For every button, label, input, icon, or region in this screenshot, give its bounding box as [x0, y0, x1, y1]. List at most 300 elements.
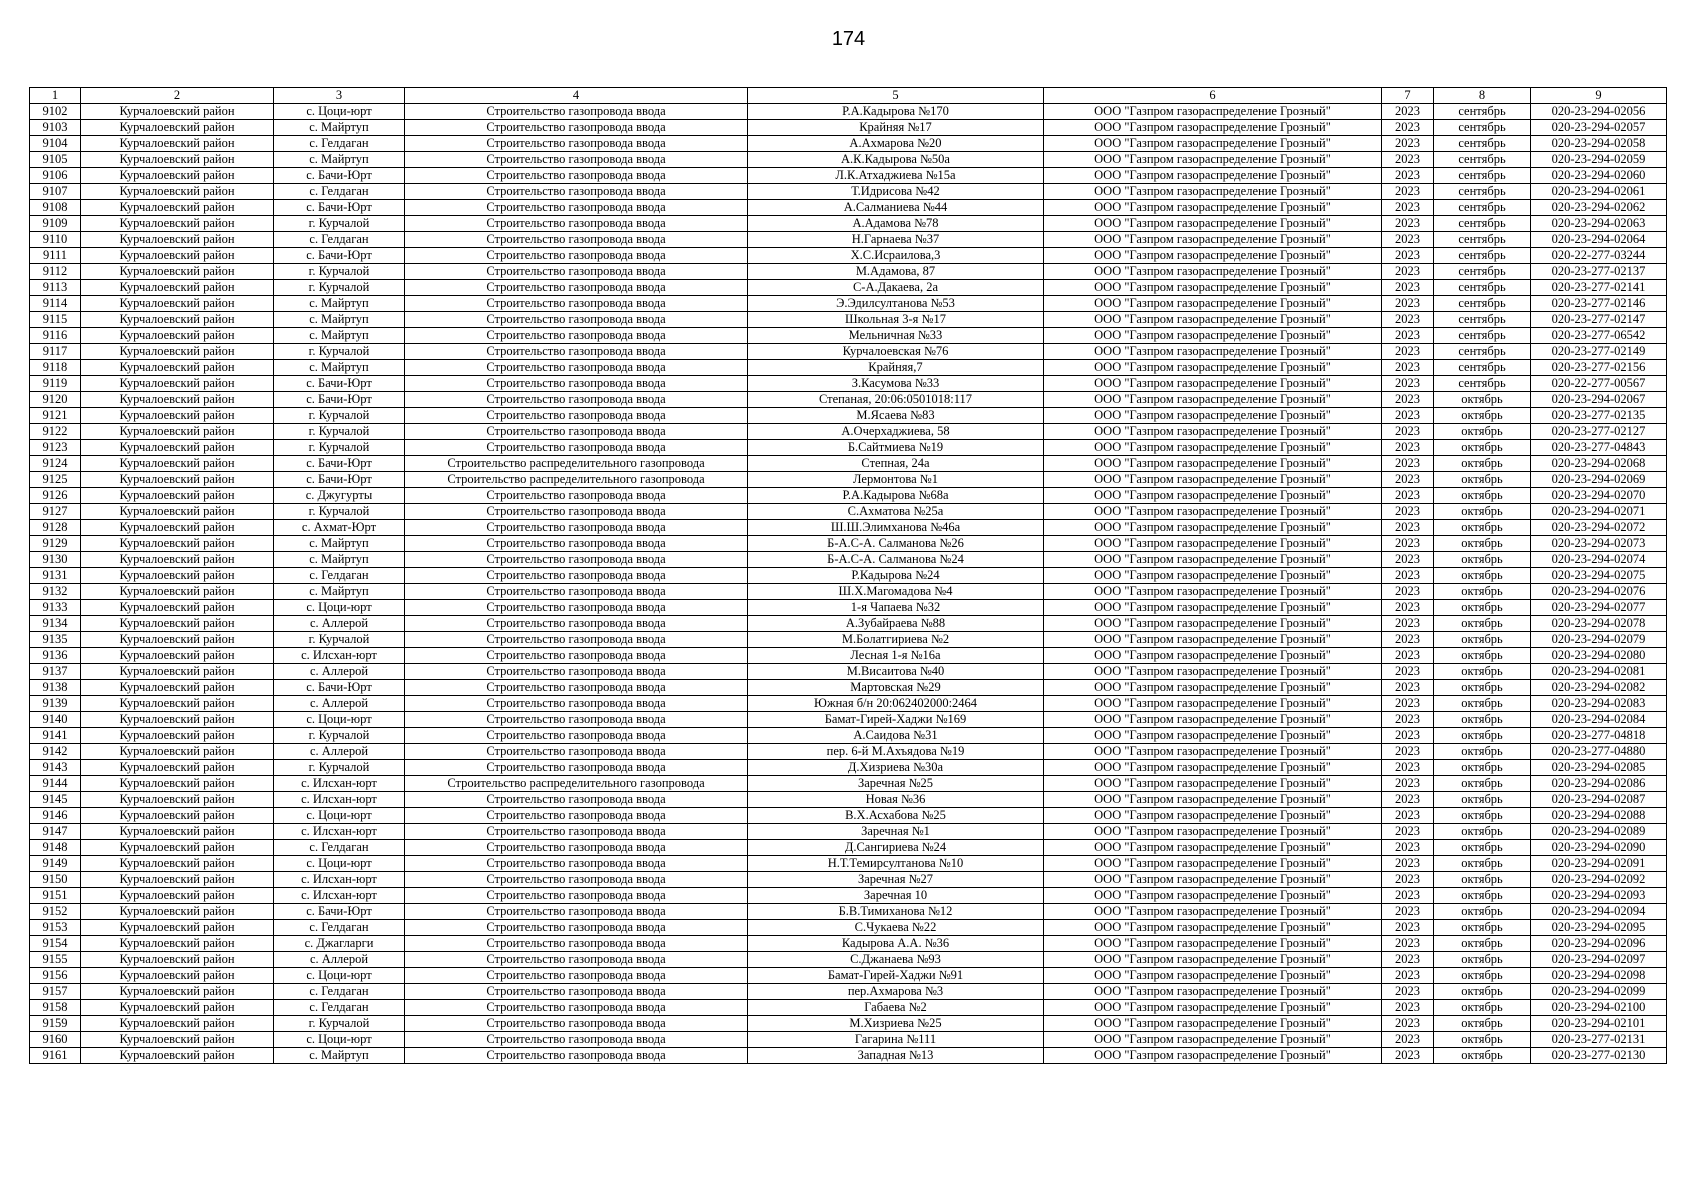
- settlement-cell: с. Гелдаган: [274, 184, 405, 200]
- settlement-cell: г. Курчалой: [274, 760, 405, 776]
- month-cell: октябрь: [1434, 728, 1531, 744]
- row-number-cell: 9113: [30, 280, 81, 296]
- district-cell: Курчалоевский район: [81, 440, 274, 456]
- organization-cell: ООО "Газпром газораспределение Грозный": [1044, 184, 1382, 200]
- table-row: [30, 984, 1667, 1000]
- district-cell: Курчалоевский район: [81, 1000, 274, 1016]
- table-row: [30, 968, 1667, 984]
- organization-cell: ООО "Газпром газораспределение Грозный": [1044, 200, 1382, 216]
- work-type-cell: Строительство газопровода ввода: [405, 792, 748, 808]
- code-cell: 020-23-294-02074: [1531, 552, 1667, 568]
- settlement-cell: с. Цоци-юрт: [274, 856, 405, 872]
- organization-cell: ООО "Газпром газораспределение Грозный": [1044, 216, 1382, 232]
- district-cell: Курчалоевский район: [81, 392, 274, 408]
- district-cell: Курчалоевский район: [81, 120, 274, 136]
- settlement-cell: с. Илсхан-юрт: [274, 872, 405, 888]
- settlement-cell: с. Бачи-Юрт: [274, 248, 405, 264]
- district-cell: Курчалоевский район: [81, 696, 274, 712]
- year-cell: 2023: [1382, 920, 1434, 936]
- organization-cell: ООО "Газпром газораспределение Грозный": [1044, 680, 1382, 696]
- table-row: [30, 488, 1667, 504]
- year-cell: 2023: [1382, 808, 1434, 824]
- month-cell: сентябрь: [1434, 136, 1531, 152]
- organization-cell: ООО "Газпром газораспределение Грозный": [1044, 824, 1382, 840]
- settlement-cell: с. Аллерой: [274, 664, 405, 680]
- code-cell: 020-23-277-04880: [1531, 744, 1667, 760]
- table-row: [30, 504, 1667, 520]
- month-cell: сентябрь: [1434, 184, 1531, 200]
- row-number-cell: 9146: [30, 808, 81, 824]
- settlement-cell: с. Цоци-юрт: [274, 808, 405, 824]
- row-number-cell: 9159: [30, 1016, 81, 1032]
- address-cell: Д.Сангириева №24: [748, 840, 1044, 856]
- code-cell: 020-23-294-02097: [1531, 952, 1667, 968]
- code-cell: 020-22-277-00567: [1531, 376, 1667, 392]
- work-type-cell: Строительство газопровода ввода: [405, 264, 748, 280]
- table-row: [30, 1000, 1667, 1016]
- settlement-cell: с. Бачи-Юрт: [274, 456, 405, 472]
- organization-cell: ООО "Газпром газораспределение Грозный": [1044, 600, 1382, 616]
- code-cell: 020-23-294-02084: [1531, 712, 1667, 728]
- code-cell: 020-23-294-02095: [1531, 920, 1667, 936]
- row-number-cell: 9137: [30, 664, 81, 680]
- district-cell: Курчалоевский район: [81, 168, 274, 184]
- row-number-cell: 9152: [30, 904, 81, 920]
- organization-cell: ООО "Газпром газораспределение Грозный": [1044, 856, 1382, 872]
- code-cell: 020-23-294-02056: [1531, 104, 1667, 120]
- settlement-cell: с. Майртуп: [274, 536, 405, 552]
- month-cell: октябрь: [1434, 904, 1531, 920]
- year-cell: 2023: [1382, 792, 1434, 808]
- table-row: [30, 936, 1667, 952]
- work-type-cell: Строительство газопровода ввода: [405, 152, 748, 168]
- column-number: 8: [1434, 88, 1531, 104]
- table-row: [30, 120, 1667, 136]
- district-cell: Курчалоевский район: [81, 1048, 274, 1064]
- month-cell: октябрь: [1434, 504, 1531, 520]
- settlement-cell: с. Цоци-юрт: [274, 104, 405, 120]
- work-type-cell: Строительство газопровода ввода: [405, 680, 748, 696]
- code-cell: 020-23-294-02078: [1531, 616, 1667, 632]
- district-cell: Курчалоевский район: [81, 984, 274, 1000]
- work-type-cell: Строительство газопровода ввода: [405, 584, 748, 600]
- organization-cell: ООО "Газпром газораспределение Грозный": [1044, 472, 1382, 488]
- month-cell: октябрь: [1434, 568, 1531, 584]
- address-cell: З.Касумова №33: [748, 376, 1044, 392]
- settlement-cell: с. Джагларги: [274, 936, 405, 952]
- district-cell: Курчалоевский район: [81, 920, 274, 936]
- address-cell: А.Салманиева №44: [748, 200, 1044, 216]
- settlement-cell: с. Цоци-юрт: [274, 600, 405, 616]
- row-number-cell: 9121: [30, 408, 81, 424]
- settlement-cell: г. Курчалой: [274, 504, 405, 520]
- district-cell: Курчалоевский район: [81, 264, 274, 280]
- table-row: [30, 456, 1667, 472]
- row-number-cell: 9132: [30, 584, 81, 600]
- settlement-cell: с. Бачи-Юрт: [274, 376, 405, 392]
- work-type-cell: Строительство газопровода ввода: [405, 104, 748, 120]
- year-cell: 2023: [1382, 568, 1434, 584]
- month-cell: сентябрь: [1434, 200, 1531, 216]
- settlement-cell: с. Майртуп: [274, 328, 405, 344]
- table-row: [30, 712, 1667, 728]
- settlement-cell: с. Бачи-Юрт: [274, 904, 405, 920]
- month-cell: октябрь: [1434, 680, 1531, 696]
- row-number-cell: 9124: [30, 456, 81, 472]
- work-type-cell: Строительство газопровода ввода: [405, 520, 748, 536]
- address-cell: Бамат-Гирей-Хаджи №91: [748, 968, 1044, 984]
- organization-cell: ООО "Газпром газораспределение Грозный": [1044, 424, 1382, 440]
- table-row: [30, 584, 1667, 600]
- district-cell: Курчалоевский район: [81, 424, 274, 440]
- address-cell: А.Ахмарова №20: [748, 136, 1044, 152]
- table-row: [30, 312, 1667, 328]
- month-cell: октябрь: [1434, 552, 1531, 568]
- organization-cell: ООО "Газпром газораспределение Грозный": [1044, 536, 1382, 552]
- settlement-cell: г. Курчалой: [274, 344, 405, 360]
- work-type-cell: Строительство газопровода ввода: [405, 232, 748, 248]
- row-number-cell: 9104: [30, 136, 81, 152]
- table-row: [30, 424, 1667, 440]
- settlement-cell: с. Майртуп: [274, 312, 405, 328]
- table-row: [30, 632, 1667, 648]
- month-cell: октябрь: [1434, 968, 1531, 984]
- address-cell: М.Болатгириева №2: [748, 632, 1044, 648]
- address-cell: А.Зубайраева №88: [748, 616, 1044, 632]
- district-cell: Курчалоевский район: [81, 184, 274, 200]
- month-cell: октябрь: [1434, 808, 1531, 824]
- settlement-cell: с. Бачи-Юрт: [274, 200, 405, 216]
- code-cell: 020-23-277-02137: [1531, 264, 1667, 280]
- code-cell: 020-23-294-02098: [1531, 968, 1667, 984]
- row-number-cell: 9135: [30, 632, 81, 648]
- month-cell: сентябрь: [1434, 280, 1531, 296]
- row-number-cell: 9126: [30, 488, 81, 504]
- address-cell: 1-я Чапаева №32: [748, 600, 1044, 616]
- settlement-cell: г. Курчалой: [274, 440, 405, 456]
- year-cell: 2023: [1382, 1000, 1434, 1016]
- work-type-cell: Строительство газопровода ввода: [405, 808, 748, 824]
- work-type-cell: Строительство газопровода ввода: [405, 360, 748, 376]
- month-cell: октябрь: [1434, 760, 1531, 776]
- address-cell: Мельничная №33: [748, 328, 1044, 344]
- settlement-cell: с. Илсхан-юрт: [274, 648, 405, 664]
- code-cell: 020-23-294-02076: [1531, 584, 1667, 600]
- address-cell: А.К.Кадырова №50а: [748, 152, 1044, 168]
- table-row: [30, 264, 1667, 280]
- work-type-cell: Строительство газопровода ввода: [405, 408, 748, 424]
- year-cell: 2023: [1382, 840, 1434, 856]
- month-cell: октябрь: [1434, 424, 1531, 440]
- year-cell: 2023: [1382, 712, 1434, 728]
- table-row: [30, 776, 1667, 792]
- code-cell: 020-23-277-04843: [1531, 440, 1667, 456]
- month-cell: октябрь: [1434, 472, 1531, 488]
- work-type-cell: Строительство газопровода ввода: [405, 216, 748, 232]
- district-cell: Курчалоевский район: [81, 728, 274, 744]
- month-cell: октябрь: [1434, 1000, 1531, 1016]
- code-cell: 020-23-294-02091: [1531, 856, 1667, 872]
- address-cell: Степная, 24а: [748, 456, 1044, 472]
- row-number-cell: 9131: [30, 568, 81, 584]
- organization-cell: ООО "Газпром газораспределение Грозный": [1044, 168, 1382, 184]
- table-row: [30, 696, 1667, 712]
- table-row: [30, 104, 1667, 120]
- month-cell: октябрь: [1434, 744, 1531, 760]
- work-type-cell: Строительство газопровода ввода: [405, 936, 748, 952]
- organization-cell: ООО "Газпром газораспределение Грозный": [1044, 792, 1382, 808]
- year-cell: 2023: [1382, 152, 1434, 168]
- row-number-cell: 9120: [30, 392, 81, 408]
- year-cell: 2023: [1382, 584, 1434, 600]
- settlement-cell: с. Майртуп: [274, 552, 405, 568]
- work-type-cell: Строительство распределительного газопровода: [405, 456, 748, 472]
- year-cell: 2023: [1382, 104, 1434, 120]
- work-type-cell: Строительство газопровода ввода: [405, 1032, 748, 1048]
- organization-cell: ООО "Газпром газораспределение Грозный": [1044, 648, 1382, 664]
- month-cell: октябрь: [1434, 488, 1531, 504]
- work-type-cell: Строительство газопровода ввода: [405, 536, 748, 552]
- organization-cell: ООО "Газпром газораспределение Грозный": [1044, 888, 1382, 904]
- settlement-cell: с. Аллерой: [274, 952, 405, 968]
- row-number-cell: 9112: [30, 264, 81, 280]
- code-cell: 020-23-294-02080: [1531, 648, 1667, 664]
- row-number-cell: 9136: [30, 648, 81, 664]
- code-cell: 020-23-277-02147: [1531, 312, 1667, 328]
- table-row: [30, 728, 1667, 744]
- code-cell: 020-23-294-02069: [1531, 472, 1667, 488]
- district-cell: Курчалоевский район: [81, 360, 274, 376]
- table-row: [30, 536, 1667, 552]
- code-cell: 020-23-294-02075: [1531, 568, 1667, 584]
- month-cell: октябрь: [1434, 616, 1531, 632]
- row-number-cell: 9123: [30, 440, 81, 456]
- year-cell: 2023: [1382, 616, 1434, 632]
- address-cell: М.Висаитова №40: [748, 664, 1044, 680]
- work-type-cell: Строительство газопровода ввода: [405, 280, 748, 296]
- work-type-cell: Строительство газопровода ввода: [405, 136, 748, 152]
- code-cell: 020-23-294-02063: [1531, 216, 1667, 232]
- code-cell: 020-23-294-02090: [1531, 840, 1667, 856]
- address-cell: Школьная 3-я №17: [748, 312, 1044, 328]
- organization-cell: ООО "Газпром газораспределение Грозный": [1044, 920, 1382, 936]
- month-cell: октябрь: [1434, 1016, 1531, 1032]
- settlement-cell: г. Курчалой: [274, 280, 405, 296]
- month-cell: октябрь: [1434, 664, 1531, 680]
- organization-cell: ООО "Газпром газораспределение Грозный": [1044, 1016, 1382, 1032]
- district-cell: Курчалоевский район: [81, 520, 274, 536]
- organization-cell: ООО "Газпром газораспределение Грозный": [1044, 488, 1382, 504]
- address-cell: Кадырова А.А. №36: [748, 936, 1044, 952]
- district-cell: Курчалоевский район: [81, 840, 274, 856]
- year-cell: 2023: [1382, 952, 1434, 968]
- district-cell: Курчалоевский район: [81, 888, 274, 904]
- address-cell: Р.А.Кадырова №170: [748, 104, 1044, 120]
- table-row: [30, 440, 1667, 456]
- year-cell: 2023: [1382, 280, 1434, 296]
- table-row: [30, 392, 1667, 408]
- month-cell: октябрь: [1434, 1032, 1531, 1048]
- settlement-cell: с. Гелдаган: [274, 1000, 405, 1016]
- year-cell: 2023: [1382, 504, 1434, 520]
- work-type-cell: Строительство газопровода ввода: [405, 856, 748, 872]
- code-cell: 020-23-294-02079: [1531, 632, 1667, 648]
- work-type-cell: Строительство распределительного газопровода: [405, 776, 748, 792]
- year-cell: 2023: [1382, 488, 1434, 504]
- year-cell: 2023: [1382, 312, 1434, 328]
- organization-cell: ООО "Газпром газораспределение Грозный": [1044, 616, 1382, 632]
- organization-cell: ООО "Газпром газораспределение Грозный": [1044, 632, 1382, 648]
- row-number-cell: 9127: [30, 504, 81, 520]
- district-cell: Курчалоевский район: [81, 376, 274, 392]
- row-number-cell: 9153: [30, 920, 81, 936]
- district-cell: Курчалоевский район: [81, 616, 274, 632]
- year-cell: 2023: [1382, 408, 1434, 424]
- work-type-cell: Строительство газопровода ввода: [405, 664, 748, 680]
- district-cell: Курчалоевский район: [81, 600, 274, 616]
- settlement-cell: с. Аллерой: [274, 696, 405, 712]
- district-cell: Курчалоевский район: [81, 808, 274, 824]
- table-row: [30, 360, 1667, 376]
- table-row: [30, 200, 1667, 216]
- address-cell: Западная №13: [748, 1048, 1044, 1064]
- organization-cell: ООО "Газпром газораспределение Грозный": [1044, 808, 1382, 824]
- table-row: [30, 168, 1667, 184]
- year-cell: 2023: [1382, 216, 1434, 232]
- code-cell: 020-23-294-02088: [1531, 808, 1667, 824]
- work-type-cell: Строительство газопровода ввода: [405, 760, 748, 776]
- work-type-cell: Строительство газопровода ввода: [405, 968, 748, 984]
- work-type-cell: Строительство газопровода ввода: [405, 248, 748, 264]
- work-type-cell: Строительство газопровода ввода: [405, 184, 748, 200]
- month-cell: сентябрь: [1434, 344, 1531, 360]
- table-row: [30, 1048, 1667, 1064]
- address-cell: Новая №36: [748, 792, 1044, 808]
- settlement-cell: с. Бачи-Юрт: [274, 680, 405, 696]
- code-cell: 020-23-294-02060: [1531, 168, 1667, 184]
- month-cell: октябрь: [1434, 648, 1531, 664]
- settlement-cell: с. Бачи-Юрт: [274, 392, 405, 408]
- row-number-cell: 9157: [30, 984, 81, 1000]
- code-cell: 020-23-294-02089: [1531, 824, 1667, 840]
- year-cell: 2023: [1382, 680, 1434, 696]
- settlement-cell: с. Майртуп: [274, 152, 405, 168]
- code-cell: 020-23-294-02086: [1531, 776, 1667, 792]
- month-cell: октябрь: [1434, 920, 1531, 936]
- settlement-cell: с. Гелдаган: [274, 568, 405, 584]
- table-row: [30, 568, 1667, 584]
- year-cell: 2023: [1382, 344, 1434, 360]
- work-type-cell: Строительство газопровода ввода: [405, 744, 748, 760]
- year-cell: 2023: [1382, 744, 1434, 760]
- year-cell: 2023: [1382, 296, 1434, 312]
- address-cell: Б.В.Тимиханова №12: [748, 904, 1044, 920]
- table-row: [30, 760, 1667, 776]
- address-cell: Заречная №25: [748, 776, 1044, 792]
- organization-cell: ООО "Газпром газораспределение Грозный": [1044, 904, 1382, 920]
- code-cell: 020-23-294-02057: [1531, 120, 1667, 136]
- month-cell: сентябрь: [1434, 232, 1531, 248]
- column-number: 2: [81, 88, 274, 104]
- code-cell: 020-23-294-02100: [1531, 1000, 1667, 1016]
- month-cell: сентябрь: [1434, 264, 1531, 280]
- table-row: [30, 232, 1667, 248]
- address-cell: Степаная, 20:06:0501018:117: [748, 392, 1044, 408]
- month-cell: октябрь: [1434, 600, 1531, 616]
- district-cell: Курчалоевский район: [81, 104, 274, 120]
- organization-cell: ООО "Газпром газораспределение Грозный": [1044, 280, 1382, 296]
- year-cell: 2023: [1382, 648, 1434, 664]
- row-number-cell: 9156: [30, 968, 81, 984]
- year-cell: 2023: [1382, 600, 1434, 616]
- work-type-cell: Строительство распределительного газопровода: [405, 472, 748, 488]
- table-row: [30, 216, 1667, 232]
- settlement-cell: г. Курчалой: [274, 264, 405, 280]
- district-cell: Курчалоевский район: [81, 232, 274, 248]
- code-cell: 020-23-277-02130: [1531, 1048, 1667, 1064]
- row-number-cell: 9109: [30, 216, 81, 232]
- year-cell: 2023: [1382, 968, 1434, 984]
- organization-cell: ООО "Газпром газораспределение Грозный": [1044, 968, 1382, 984]
- address-cell: Х.С.Исраилова,3: [748, 248, 1044, 264]
- row-number-cell: 9140: [30, 712, 81, 728]
- work-type-cell: Строительство газопровода ввода: [405, 440, 748, 456]
- year-cell: 2023: [1382, 200, 1434, 216]
- address-cell: А.Очерхаджиева, 58: [748, 424, 1044, 440]
- code-cell: 020-23-294-02077: [1531, 600, 1667, 616]
- month-cell: сентябрь: [1434, 104, 1531, 120]
- table-row: [30, 280, 1667, 296]
- row-number-cell: 9158: [30, 1000, 81, 1016]
- table-row: [30, 552, 1667, 568]
- row-number-cell: 9106: [30, 168, 81, 184]
- year-cell: 2023: [1382, 888, 1434, 904]
- settlement-cell: г. Курчалой: [274, 216, 405, 232]
- organization-cell: ООО "Газпром газораспределение Грозный": [1044, 104, 1382, 120]
- code-cell: 020-23-294-02087: [1531, 792, 1667, 808]
- district-cell: Курчалоевский район: [81, 936, 274, 952]
- code-cell: 020-23-294-02101: [1531, 1016, 1667, 1032]
- district-cell: Курчалоевский район: [81, 952, 274, 968]
- address-cell: Р.А.Кадырова №68а: [748, 488, 1044, 504]
- settlement-cell: с. Аллерой: [274, 616, 405, 632]
- organization-cell: ООО "Газпром газораспределение Грозный": [1044, 456, 1382, 472]
- work-type-cell: Строительство газопровода ввода: [405, 344, 748, 360]
- table-row: [30, 472, 1667, 488]
- year-cell: 2023: [1382, 168, 1434, 184]
- table-row: [30, 328, 1667, 344]
- address-cell: Мартовская №29: [748, 680, 1044, 696]
- year-cell: 2023: [1382, 856, 1434, 872]
- code-cell: 020-23-294-02064: [1531, 232, 1667, 248]
- table-row: [30, 792, 1667, 808]
- address-cell: Н.Т.Темирсултанова №10: [748, 856, 1044, 872]
- organization-cell: ООО "Газпром газораспределение Грозный": [1044, 376, 1382, 392]
- year-cell: 2023: [1382, 632, 1434, 648]
- year-cell: 2023: [1382, 904, 1434, 920]
- year-cell: 2023: [1382, 1016, 1434, 1032]
- column-number-row: [30, 88, 1667, 104]
- month-cell: октябрь: [1434, 1048, 1531, 1064]
- work-type-cell: Строительство газопровода ввода: [405, 424, 748, 440]
- work-type-cell: Строительство газопровода ввода: [405, 504, 748, 520]
- address-cell: Лермонтова №1: [748, 472, 1044, 488]
- month-cell: октябрь: [1434, 696, 1531, 712]
- code-cell: 020-23-294-02085: [1531, 760, 1667, 776]
- row-number-cell: 9143: [30, 760, 81, 776]
- organization-cell: ООО "Газпром газораспределение Грозный": [1044, 712, 1382, 728]
- address-cell: Крайняя,7: [748, 360, 1044, 376]
